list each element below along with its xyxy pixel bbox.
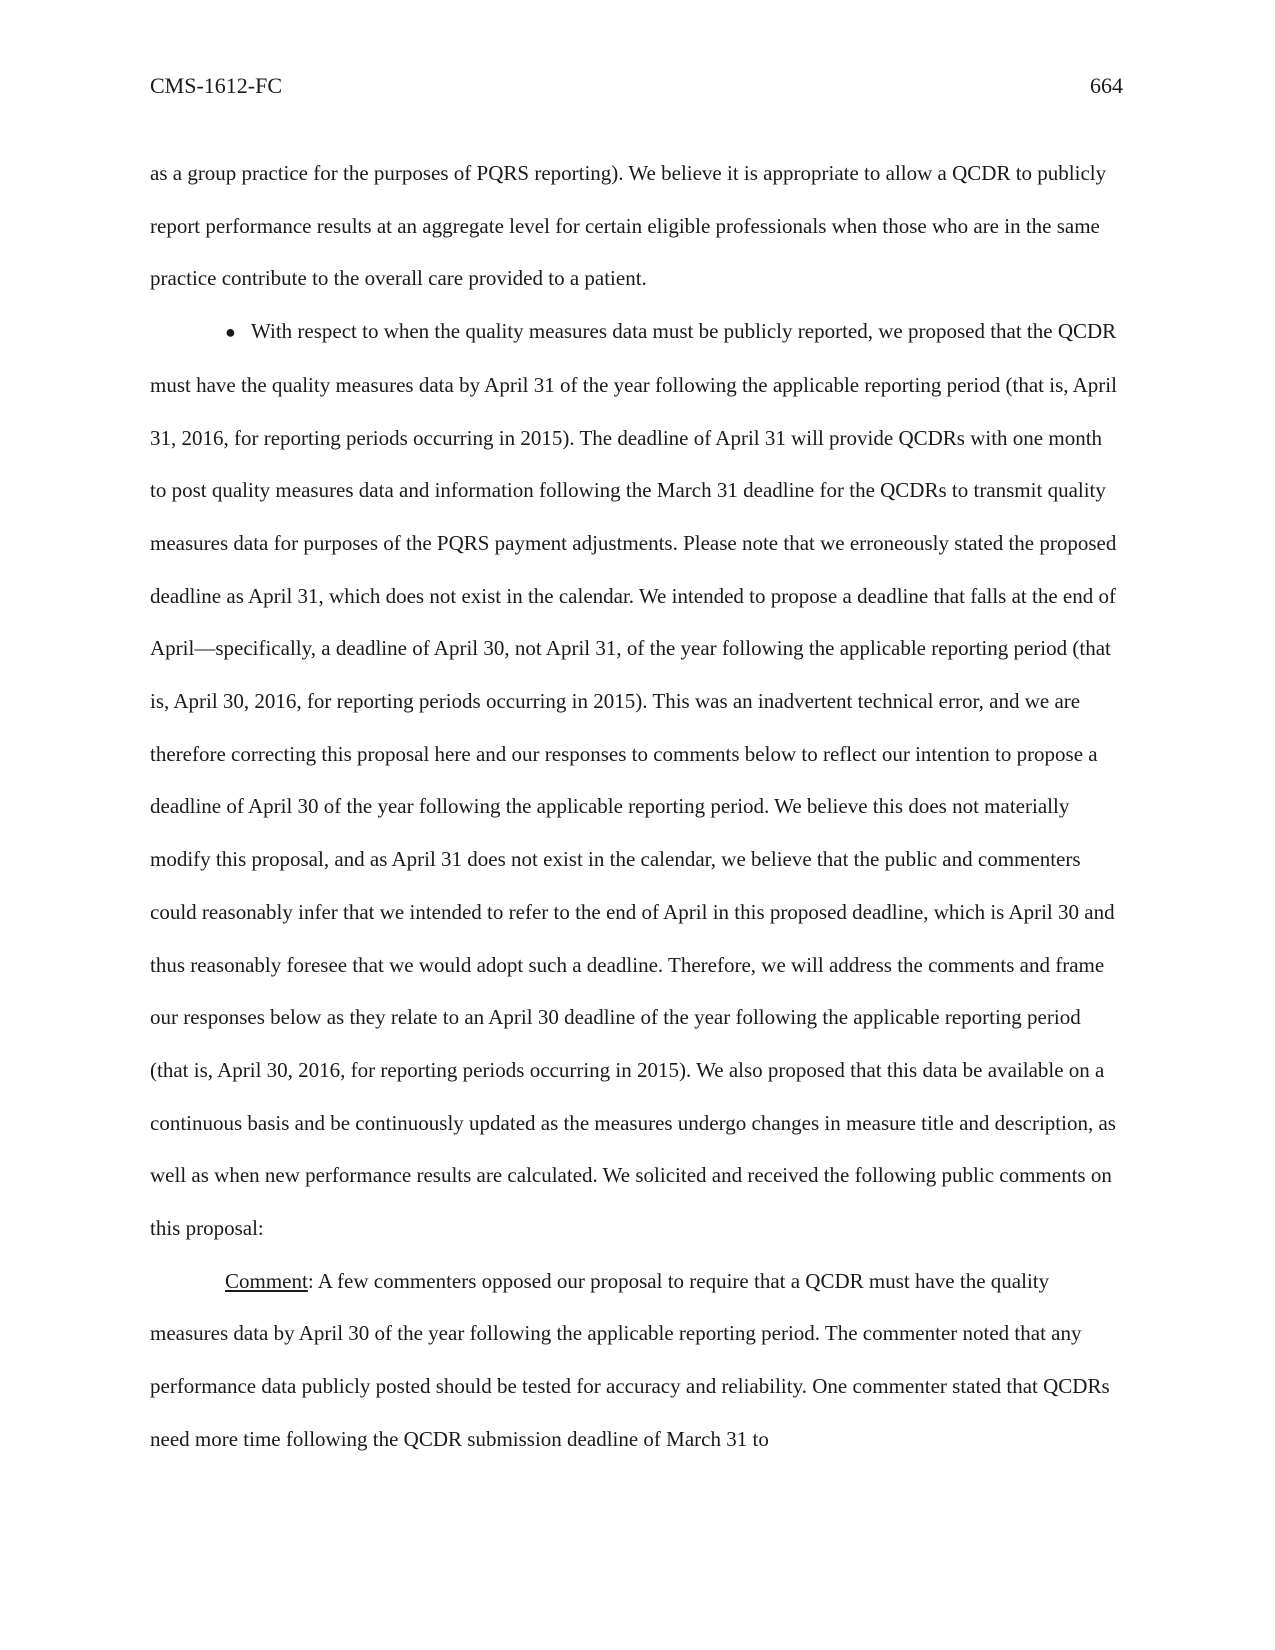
paragraph-comment <box>150 1255 1123 1466</box>
paragraph-bullet-deadline <box>150 305 1123 1255</box>
page-header <box>150 70 1123 102</box>
document-body <box>150 147 1123 1466</box>
paragraph-text: With respect to when the quality measures data must be publicly reported, we proposed that the QCDR must have the quality measures data by April 31 of the year following the applicable reporting period (that is, April 31, 2016, for reporting periods occurring in 2015). The deadline of April 31 will provide QCDRs with one month to post quality measures data and information following the March 31 deadline for the QCDRs to transmit quality measures data for purposes of the PQRS payment adjustments. Please note that we erroneously stated the proposed deadline as April 31, which does not exist in the calendar. We intended to propose a deadline that falls at the end of April—specifically, a deadline of April 30, not April 31, of the year following the applicable reporting period (that is, April 30, 2016, for reporting periods occurring in 2015). This was an inadvertent technical error, and we are therefore correcting this proposal here and our responses to comments below to reflect our intention to propose a deadline of April 30 of the year following the applicable reporting period. We believe this does not materially modify this proposal, and as April 31 does not exist in the calendar, we believe that the public and commenters could reasonably infer that we intended to refer to the end of April in this proposed deadline, which is April 30 and thus reasonably foresee that we would adopt such a deadline. Therefore, we will address the comments and frame our responses below as they relate to an April 30 deadline of the year following the applicable reporting period (that is, April 30, 2016, for reporting periods occurring in 2015). We also proposed that this data be available on a continuous basis and be continuously updated as the measures undergo changes in measure title and description, as well as when new performance results are calculated. We solicited and received the following public comments on this proposal: <box>150 319 1117 1241</box>
comment-label: Comment <box>225 1268 308 1293</box>
paragraph-text: : A few commenters opposed our proposal to require that a QCDR must have the quality measures data by April 30 of the year following the applicable reporting period. The commenter noted that any performance data publicly posted should be tested for accuracy and reliability. One commenter stated that QCDRs need more time following the QCDR submission deadline of March 31 to <box>150 1268 1110 1451</box>
page-number: 664 <box>1090 73 1123 98</box>
bullet-icon: ● <box>225 322 236 343</box>
document-id: CMS-1612-FC <box>150 73 283 98</box>
paragraph-continuation: as a group practice for the purposes of PQRS reporting). We believe it is appropriate to allow a QCDR to publicly report performance results at an aggregate level for certain eligible professionals when those who are in the same practice contribute to the overall care provided to a patient. <box>150 161 1107 291</box>
